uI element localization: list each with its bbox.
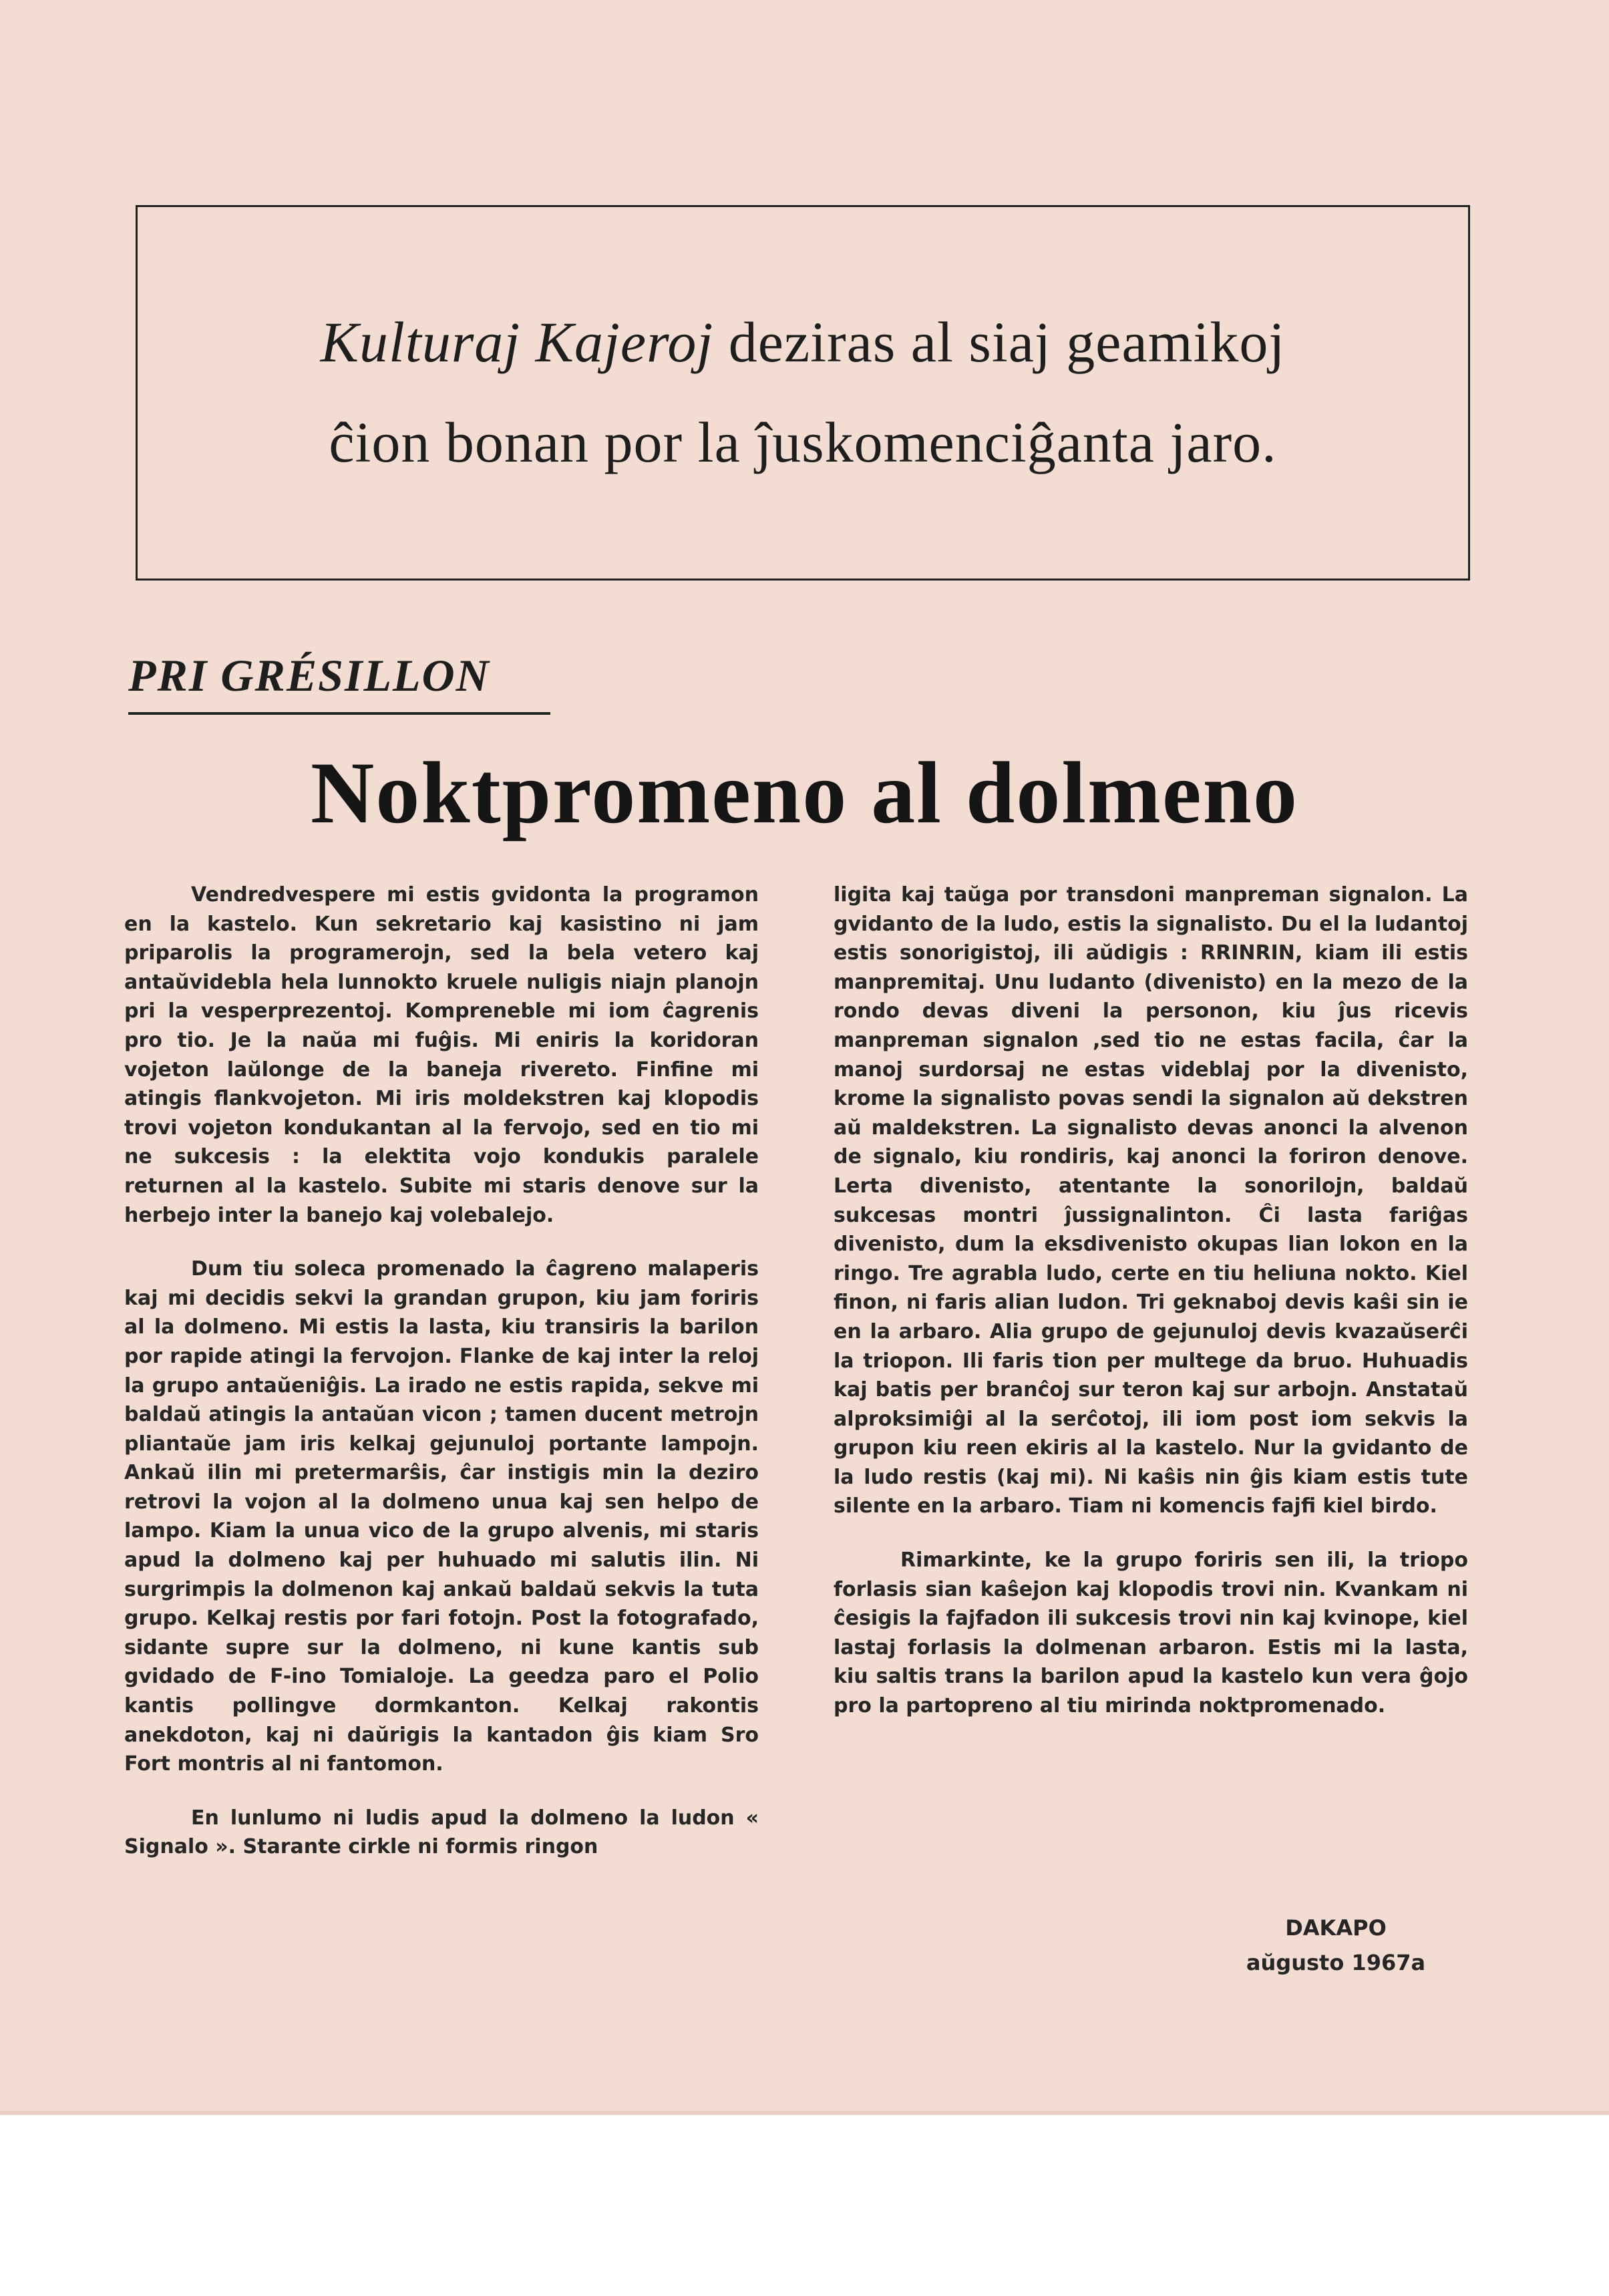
greeting-box: [136, 205, 1470, 581]
section-rule: [128, 712, 550, 715]
paragraph: Rimarkinte, ke la grupo foriris sen ili, la triopo forlasis sian kaŝejon kaj klopodis trovi nin. Kvankam ni ĉesigis la fajfadon ili sukcesis trovi nin kaj kvinope, kiel lastaj forlasis la dolmenan arbaron. Estis mi la lasta, kiu saltis trans la barilon apud la kastelo kun vera ĝojo pro la partopreno al tiu mirinda noktpromenado.: [834, 1548, 1468, 1718]
signature: [1202, 1911, 1469, 1980]
right-column: [834, 880, 1468, 1746]
article-title: Noktpromeno al dolmeno: [311, 744, 1298, 842]
greeting-line-1: [138, 309, 1468, 375]
paragraph: ligita kaj taŭga por transdoni manpreman signalon. La gvidanto de la ludo, estis la signalisto. Du el la ludantoj estis sonorigistoj, ili aŭdigis : RRINRIN, kiam ili estis manpremitaj. Unu ludanto (divenisto) en la mezo de la rondo devas diveni la personon, kiu ĵus ricevis manpreman signalon ,sed tio ne estas facila, ĉar la manoj surdorsaj ne estas videblaj por la divenisto, krome la signalisto povas sendi la signalon aŭ dekstren aŭ maldekstren. La signalisto devas anonci la alvenon de signalo, kiu rondiris, kaj anonci la foriron denove. Lerta divenisto, atentante la sonorilojn, baldaŭ sukcesas montri ĵussignalinton. Ĉi lasta fariĝas divenisto, dum la eksdivenisto okupas lian lokon en la ringo. Tre agrabla ludo, certe en tiu heliuna nokto. Kiel finon, ni faris alian ludon. Tri geknaboj devis kaŝi sin ie en la arbaro. Alia grupo de gejunuloj devis kvazaŭserĉi la triopon. Ili faris tion per multege da bruo. Huhuadis kaj batis per branĉoj sur teron kaj sur arbojn. Anstataŭ alproksimiĝi al la serĉotoj, ili iom post iom sekvis la grupon kiu reen ekiris al la kastelo. Nur la gvidanto de la ludo restis (kaj mi). Ni kaŝis nin ĝis kiam estis tute silente en la arbaro. Tiam ni komencis fajfi kiel birdo.: [834, 883, 1468, 1518]
paragraph: En lunlumo ni ludis apud la dolmeno la ludon « Signalo ». Starante cirkle ni formis ringon: [124, 1806, 759, 1859]
journal-name: Kulturaj Kajeroj: [320, 310, 714, 374]
section-label: PRI GRÉSILLON: [128, 650, 490, 701]
page-edge: [0, 2111, 1609, 2115]
paragraph: Dum tiu soleca promenado la ĉagreno malaperis kaj mi decidis sekvi la grandan grupon, kiu jam foriris al la dolmeno. Mi estis la lasta, kiu transiris la barilon por rapide atingi la fervojon. Flanke de kaj inter la reloj la grupo antaŭeniĝis. La irado ne estis rapida, sekve mi baldaŭ atingis la antaŭan vicon ; tamen ducent metrojn pliantaŭe jam iris kelkaj gejunuloj portante lampojn. Ankaŭ ilin mi pretermarŝis, ĉar instigis min la deziro retrovi la vojon al la dolmeno unua kaj sen helpo de lampo. Kiam la unua vico de la grupo alvenis, mi staris apud la dolmeno kaj per huhuado mi salutis ilin. Ni surgrimpis la dolmenon kaj ankaŭ baldaŭ sekvis la tuta grupo. Kelkaj restis por fari fotojn. Post la fotografado, sidante supre sur la dolmeno, ni kune kantis sub gvidado de F-ino Tomialoje. La geedza paro el Polio kantis pollingve dormkanton. Kelkaj rakontis anekdoton, kaj ni daŭrigis la kantadon ĝis kiam Sro Fort montris al ni fantomon.: [124, 1257, 759, 1776]
greeting-line-2: ĉion bonan por la ĵuskomenciĝanta jaro.: [329, 410, 1277, 474]
signature-name: DAKAPO: [1285, 1915, 1387, 1941]
left-column: [124, 880, 759, 1887]
signature-date: aŭgusto 1967a: [1246, 1950, 1426, 1975]
paragraph: Vendredvespere mi estis gvidonta la programon en la kastelo. Kun sekretario kaj kasistino ni jam priparolis la programerojn, sed la bela vetero kaj antaŭvidebla hela lunnokto kruele nuligis niajn planojn pri la vesperprezentoj. Kompreneble mi iom ĉagrenis pro tio. Je la naŭa mi fuĝis. Mi eniris la koridoran vojeton laŭlonge de la baneja rivereto. Finfine mi atingis flankvojeton. Mi iris moldekstren kaj klopodis trovi vojeton kondukantan al la fervojo, sed en tio mi ne sukcesis : la elektita vojo kondukis paralele returnen al la kastelo. Subite mi staris denove sur la herbejo inter la banejo kaj volebalejo.: [124, 883, 759, 1227]
greeting-line-1-rest: deziras al siaj geamikoj: [713, 310, 1286, 374]
